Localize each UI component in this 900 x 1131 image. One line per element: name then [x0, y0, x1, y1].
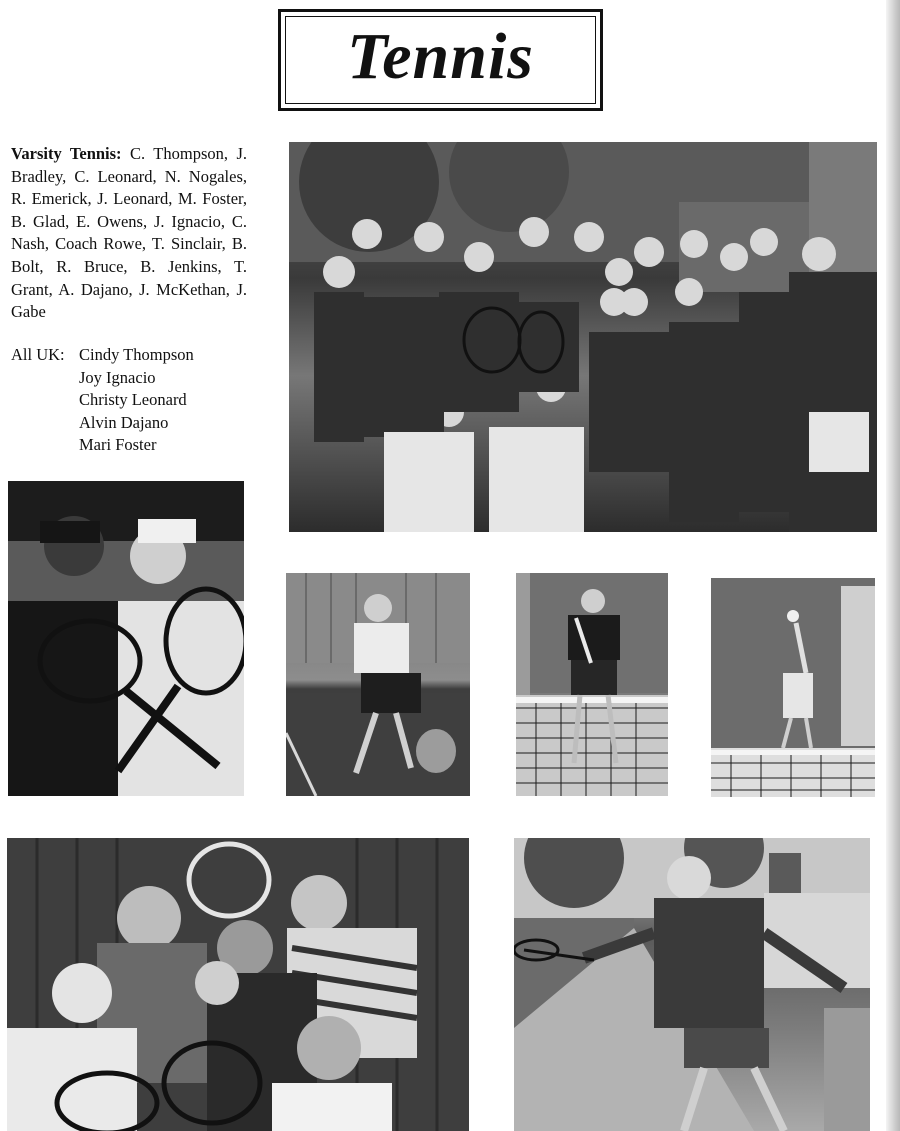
group-photo — [7, 838, 469, 1131]
all-uk-label: All UK: — [11, 345, 65, 364]
player-photo-1-illustration — [286, 573, 470, 796]
team-photo — [289, 142, 877, 532]
all-uk-member: Joy Ignacio — [79, 367, 156, 387]
all-uk-member: Alvin Dajano — [79, 412, 169, 432]
player-photo-2-illustration — [516, 573, 668, 796]
player-photo-3-illustration — [711, 578, 875, 797]
roster-caption — [11, 143, 247, 324]
player-photo-3 — [711, 578, 875, 797]
roster-names: C. Thompson, J. Bradley, C. Leonard, N. Nogales, R. Emerick, J. Leonard, M. Foster, B. Glad, E. Owens, J. Ignacio, C. Nash, Coach Rowe, T. Sinclair, B. Bolt, R. Bruce, B. Jenkins, T. Grant, A. Dajano, J. McKethan, J. Gabe — [11, 144, 247, 322]
all-uk-member: Cindy Thompson — [79, 345, 194, 364]
page-edge — [886, 0, 900, 1131]
page-title: Tennis — [347, 20, 534, 93]
team-photo-illustration — [289, 142, 877, 532]
swing-photo-illustration — [514, 838, 870, 1131]
player-photo-1 — [286, 573, 470, 796]
all-uk-member: Christy Leonard — [79, 390, 187, 410]
duo-photo — [8, 481, 244, 796]
roster-label: Varsity Tennis: — [11, 144, 122, 163]
all-uk-member: Mari Foster — [79, 435, 157, 455]
duo-photo-illustration — [8, 481, 244, 796]
player-photo-2 — [516, 573, 668, 796]
group-photo-illustration — [7, 838, 469, 1131]
swing-photo — [514, 838, 870, 1131]
title-box — [278, 9, 603, 111]
all-uk-list — [11, 344, 251, 457]
